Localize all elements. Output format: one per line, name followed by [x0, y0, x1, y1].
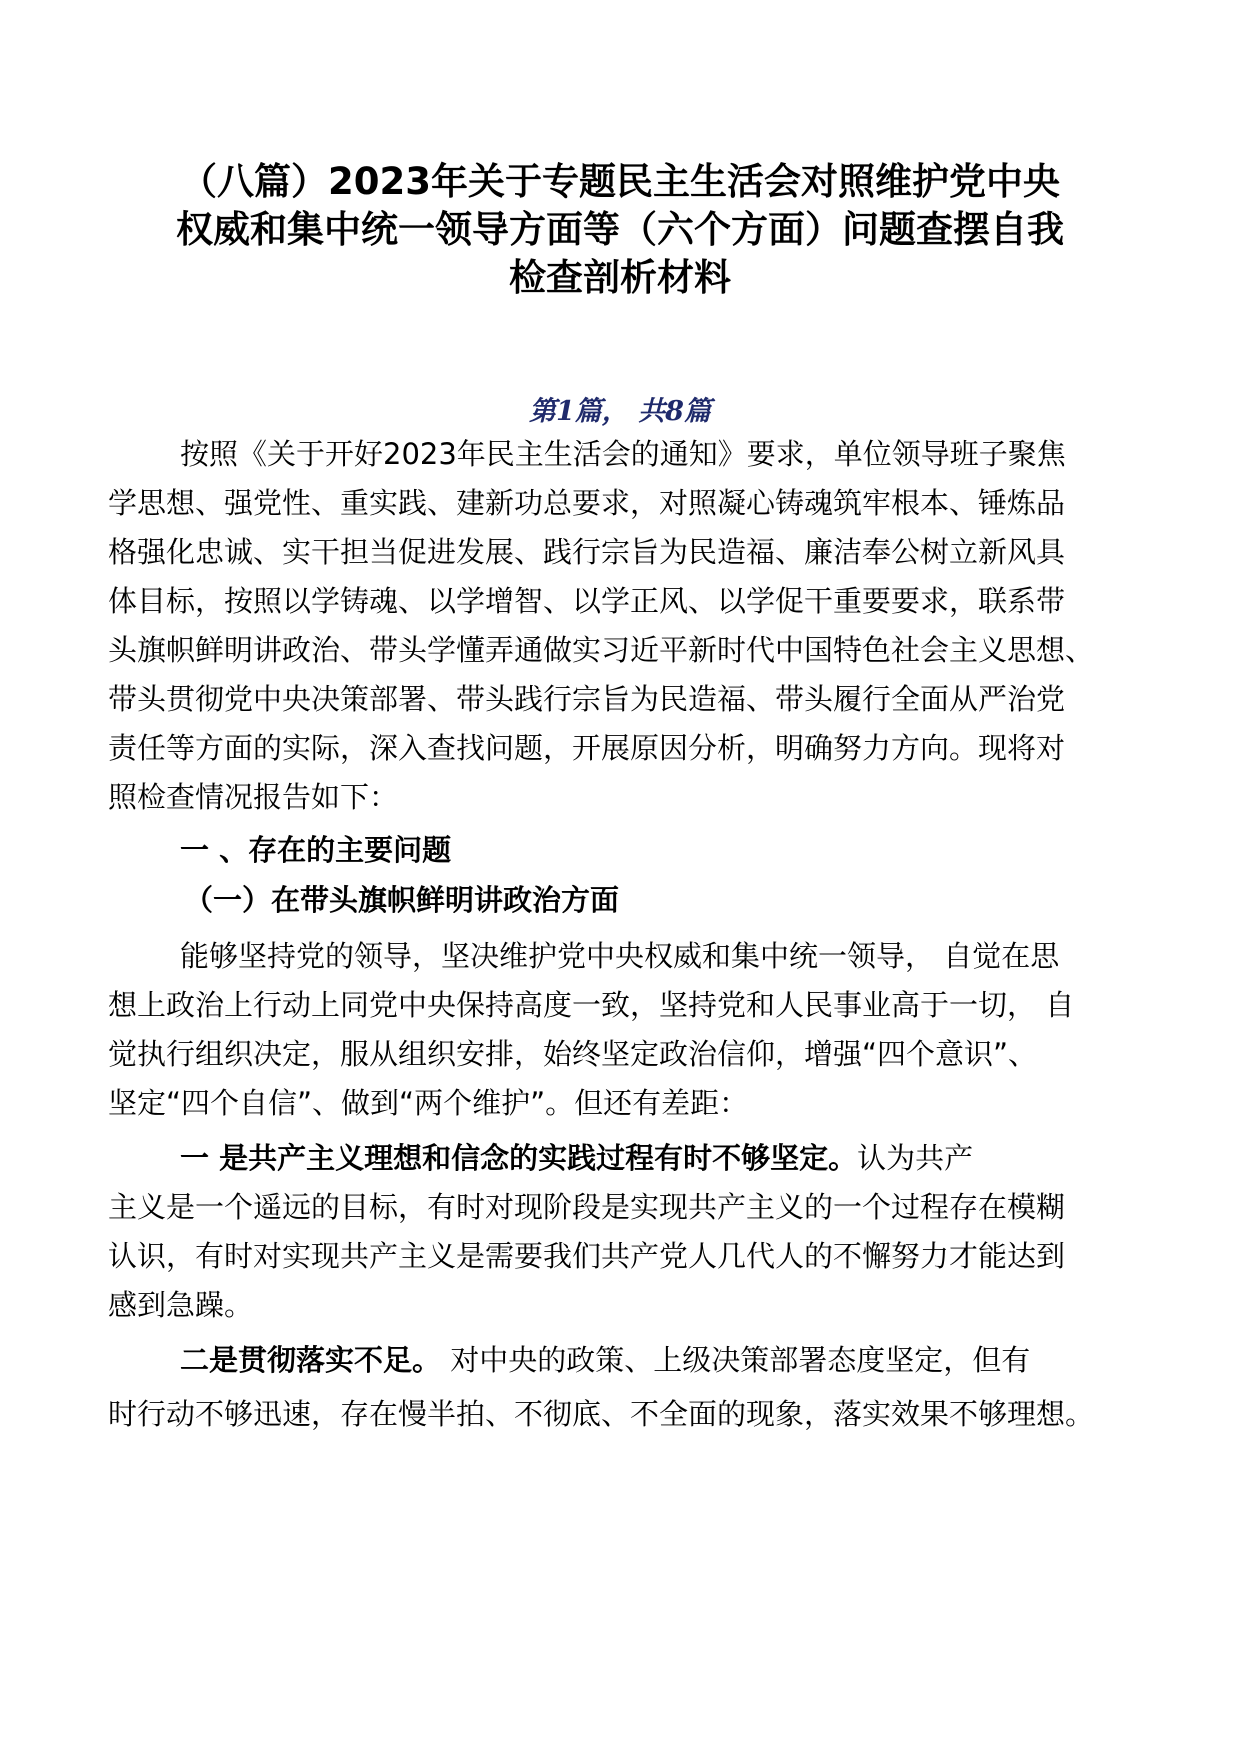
paragraph-line: 能够坚持党的领导，坚决维护党中央权威和集中统一领导， 自觉在思	[180, 939, 1060, 973]
paragraph-line: 带头贯彻党中央决策部署、带头践行宗旨为民造福、带头履行全面从严治党	[108, 682, 1066, 716]
title-line: （八篇）2023年关于专题民主生活会对照维护党中央	[180, 160, 1060, 203]
paragraph-line: 头旗帜鲜明讲政治、带头学懂弄通做实习近平新时代中国特色社会主义思想、	[108, 633, 1095, 667]
point-one-first-line	[180, 1138, 973, 1178]
point-one-rest: 认为共产	[857, 1141, 974, 1175]
title-line: 检查剖析材料	[509, 256, 731, 299]
section-heading: 一 、存在的主要问题	[180, 833, 452, 867]
paragraph-line: 格强化忠诚、实干担当促进发展、践行宗旨为民造福、廉洁奉公树立新风具	[108, 535, 1066, 569]
paragraph-line: 主义是一个遥远的目标，有时对现阶段是实现共产主义的一个过程存在模糊	[108, 1190, 1066, 1224]
point-one-lead: 一 是共产主义理想和信念的实践过程有时不够坚定。	[180, 1141, 858, 1175]
paragraph-line: 时行动不够迅速，存在慢半拍、不彻底、不全面的现象，落实效果不够理想。	[108, 1397, 1095, 1431]
document-subtitle: 第1篇， 共8篇	[529, 396, 711, 427]
paragraph-line: 学思想、强党性、重实践、建新功总要求，对照凝心铸魂筑牢根本、锤炼品	[108, 486, 1066, 520]
paragraph-line: 认识，有时对实现共产主义是需要我们共产党人几代人的不懈努力才能达到	[108, 1239, 1066, 1273]
paragraph-line: 想上政治上行动上同党中央保持高度一致，坚持党和人民事业高于一切， 自	[108, 988, 1075, 1022]
point-two-lead: 二是贯彻落实不足。	[180, 1343, 442, 1377]
paragraph-line: 感到急躁。	[108, 1288, 254, 1322]
subsection-heading: （一）在带头旗帜鲜明讲政治方面	[184, 883, 620, 917]
point-two-first-line	[180, 1340, 1030, 1380]
point-two-rest: 对中央的政策、上级决策部署态度坚定，但有	[441, 1343, 1031, 1377]
paragraph-line: 责任等方面的实际，深入查找问题，开展原因分析，明确努力方向。现将对	[108, 731, 1066, 765]
title-line: 权威和集中统一领导方面等（六个方面）问题查摆自我	[176, 208, 1064, 251]
paragraph-line: 按照《关于开好2023年民主生活会的通知》要求，单位领导班子聚焦	[180, 437, 1066, 471]
paragraph-line: 照检查情况报告如下：	[108, 780, 399, 814]
paragraph-line: 觉执行组织决定，服从组织安排，始终坚定政治信仰，增强“四个意识”、	[108, 1037, 1038, 1071]
document-title	[100, 158, 1140, 302]
paragraph-line: 坚定“四个自信”、做到“两个维护”。但还有差距：	[108, 1086, 749, 1120]
paragraph-line: 体目标，按照以学铸魂、以学增智、以学正风、以学促干重要要求，联系带	[108, 584, 1066, 618]
